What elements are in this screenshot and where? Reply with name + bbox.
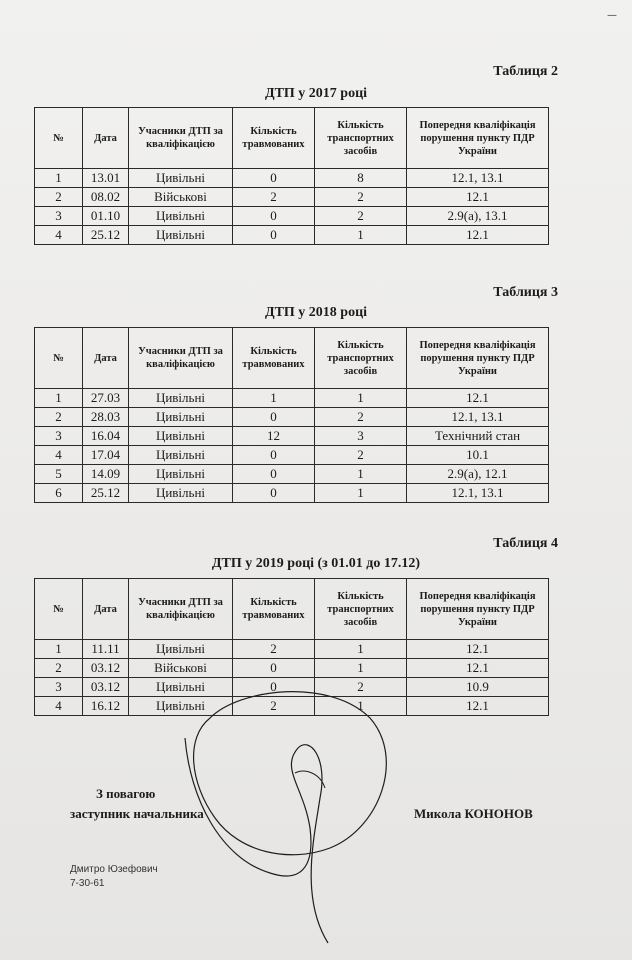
cell-participants: Цивільні [129, 169, 233, 188]
cell-participants: Цивільні [129, 207, 233, 226]
cell-num: 1 [35, 389, 83, 408]
table-header-row [35, 108, 549, 169]
cell-participants: Цивільні [129, 389, 233, 408]
cell-qualification: 12.1 [407, 226, 549, 245]
cell-vehicles: 2 [315, 408, 407, 427]
table-row [35, 427, 549, 446]
cell-injured: 0 [233, 465, 315, 484]
cell-date: 28.03 [83, 408, 129, 427]
cell-vehicles: 3 [315, 427, 407, 446]
cell-qualification: Технічний стан [407, 427, 549, 446]
table-title-2019: ДТП у 2019 році (з 01.01 до 17.12) [211, 556, 421, 571]
cell-num: 3 [35, 207, 83, 226]
cell-vehicles: 1 [315, 659, 407, 678]
cell-num: 1 [35, 640, 83, 659]
cell-num: 5 [35, 465, 83, 484]
table-row [35, 446, 549, 465]
header-injured: Кількість травмованих [233, 108, 315, 169]
cell-vehicles: 8 [315, 169, 407, 188]
cell-num: 3 [35, 427, 83, 446]
cell-qualification: 10.1 [407, 446, 549, 465]
accidents-table-2017 [34, 107, 549, 245]
table-row [35, 640, 549, 659]
header-participants: Учасники ДТП за кваліфікацією [129, 108, 233, 169]
cell-injured: 0 [233, 169, 315, 188]
table-label-2: Таблиця 2 [493, 64, 558, 79]
header-vehicles: Кількість транспортних засобів [315, 108, 407, 169]
cell-vehicles: 1 [315, 697, 407, 716]
cell-qualification: 12.1 [407, 188, 549, 207]
cell-injured: 1 [233, 389, 315, 408]
cell-participants: Цивільні [129, 408, 233, 427]
cell-injured: 0 [233, 446, 315, 465]
cell-vehicles: 1 [315, 484, 407, 503]
cell-vehicles: 2 [315, 207, 407, 226]
cell-participants: Цивільні [129, 640, 233, 659]
signer-name: Микола КОНОНОВ [414, 806, 533, 821]
cell-date: 03.12 [83, 659, 129, 678]
cell-num: 3 [35, 678, 83, 697]
cell-injured: 0 [233, 226, 315, 245]
cell-injured: 0 [233, 678, 315, 697]
cell-date: 16.12 [83, 697, 129, 716]
contact-phone: 7-30-61 [70, 878, 105, 889]
cell-date: 25.12 [83, 226, 129, 245]
cell-date: 14.09 [83, 465, 129, 484]
cell-participants: Цивільні [129, 446, 233, 465]
table-row [35, 659, 549, 678]
header-qualification: Попередня кваліфікація порушення пункту ПДР України [407, 328, 549, 389]
cell-qualification: 2.9(а), 12.1 [407, 465, 549, 484]
table-row [35, 389, 549, 408]
closing-regards: З повагою [96, 786, 156, 801]
table-label-3: Таблиця 3 [493, 285, 558, 300]
cell-qualification: 12.1 [407, 640, 549, 659]
contact-person: Дмитро Юзефович [70, 864, 158, 875]
cell-vehicles: 1 [315, 465, 407, 484]
cell-injured: 2 [233, 188, 315, 207]
header-qualification: Попередня кваліфікація порушення пункту ПДР України [407, 108, 549, 169]
cell-vehicles: 2 [315, 446, 407, 465]
cell-injured: 2 [233, 640, 315, 659]
table-header-row [35, 579, 549, 640]
cell-qualification: 10.9 [407, 678, 549, 697]
header-num: № [35, 108, 83, 169]
header-num: № [35, 579, 83, 640]
cell-participants: Цивільні [129, 484, 233, 503]
cell-qualification: 2.9(а), 13.1 [407, 207, 549, 226]
cell-injured: 12 [233, 427, 315, 446]
cell-qualification: 12.1, 13.1 [407, 484, 549, 503]
header-vehicles: Кількість транспортних засобів [315, 579, 407, 640]
table-row [35, 465, 549, 484]
cell-qualification: 12.1 [407, 697, 549, 716]
cell-participants: Цивільні [129, 678, 233, 697]
cell-date: 03.12 [83, 678, 129, 697]
header-qualification: Попередня кваліфікація порушення пункту ПДР України [407, 579, 549, 640]
cell-qualification: 12.1 [407, 389, 549, 408]
table-title-2017: ДТП у 2017 році [264, 86, 368, 101]
cell-num: 1 [35, 169, 83, 188]
cell-participants: Цивільні [129, 427, 233, 446]
header-participants: Учасники ДТП за кваліфікацією [129, 579, 233, 640]
cell-num: 2 [35, 408, 83, 427]
table-row [35, 169, 549, 188]
cell-participants: Військові [129, 188, 233, 207]
cell-injured: 0 [233, 659, 315, 678]
cell-vehicles: 1 [315, 640, 407, 659]
cell-vehicles: 2 [315, 188, 407, 207]
table-row [35, 207, 549, 226]
cell-vehicles: 1 [315, 389, 407, 408]
cell-participants: Цивільні [129, 465, 233, 484]
cell-qualification: 12.1, 13.1 [407, 408, 549, 427]
cell-date: 25.12 [83, 484, 129, 503]
cell-participants: Військові [129, 659, 233, 678]
header-injured: Кількість травмованих [233, 328, 315, 389]
signer-position: заступник начальника [70, 806, 204, 821]
accidents-table-2018 [34, 327, 549, 503]
cell-date: 27.03 [83, 389, 129, 408]
cell-num: 4 [35, 697, 83, 716]
handwritten-signature [180, 678, 400, 948]
header-num: № [35, 328, 83, 389]
table-row [35, 188, 549, 207]
cell-date: 08.02 [83, 188, 129, 207]
cell-date: 13.01 [83, 169, 129, 188]
header-injured: Кількість травмованих [233, 579, 315, 640]
header-date: Дата [83, 328, 129, 389]
cell-injured: 0 [233, 484, 315, 503]
cell-vehicles: 1 [315, 226, 407, 245]
table-row [35, 408, 549, 427]
cell-injured: 2 [233, 697, 315, 716]
cell-num: 4 [35, 226, 83, 245]
cell-qualification: 12.1, 13.1 [407, 169, 549, 188]
table-label-4: Таблиця 4 [493, 536, 558, 551]
cell-date: 17.04 [83, 446, 129, 465]
header-date: Дата [83, 108, 129, 169]
cell-participants: Цивільні [129, 697, 233, 716]
cell-injured: 0 [233, 207, 315, 226]
cell-vehicles: 2 [315, 678, 407, 697]
table-row [35, 484, 549, 503]
cell-date: 16.04 [83, 427, 129, 446]
header-participants: Учасники ДТП за кваліфікацією [129, 328, 233, 389]
corner-mark: — [607, 10, 618, 21]
table-row [35, 226, 549, 245]
header-date: Дата [83, 579, 129, 640]
cell-num: 4 [35, 446, 83, 465]
cell-num: 2 [35, 659, 83, 678]
cell-date: 11.11 [83, 640, 129, 659]
header-vehicles: Кількість транспортних засобів [315, 328, 407, 389]
cell-participants: Цивільні [129, 226, 233, 245]
cell-date: 01.10 [83, 207, 129, 226]
table-header-row [35, 328, 549, 389]
cell-injured: 0 [233, 408, 315, 427]
cell-num: 2 [35, 188, 83, 207]
cell-num: 6 [35, 484, 83, 503]
table-title-2018: ДТП у 2018 році [264, 305, 368, 320]
cell-qualification: 12.1 [407, 659, 549, 678]
